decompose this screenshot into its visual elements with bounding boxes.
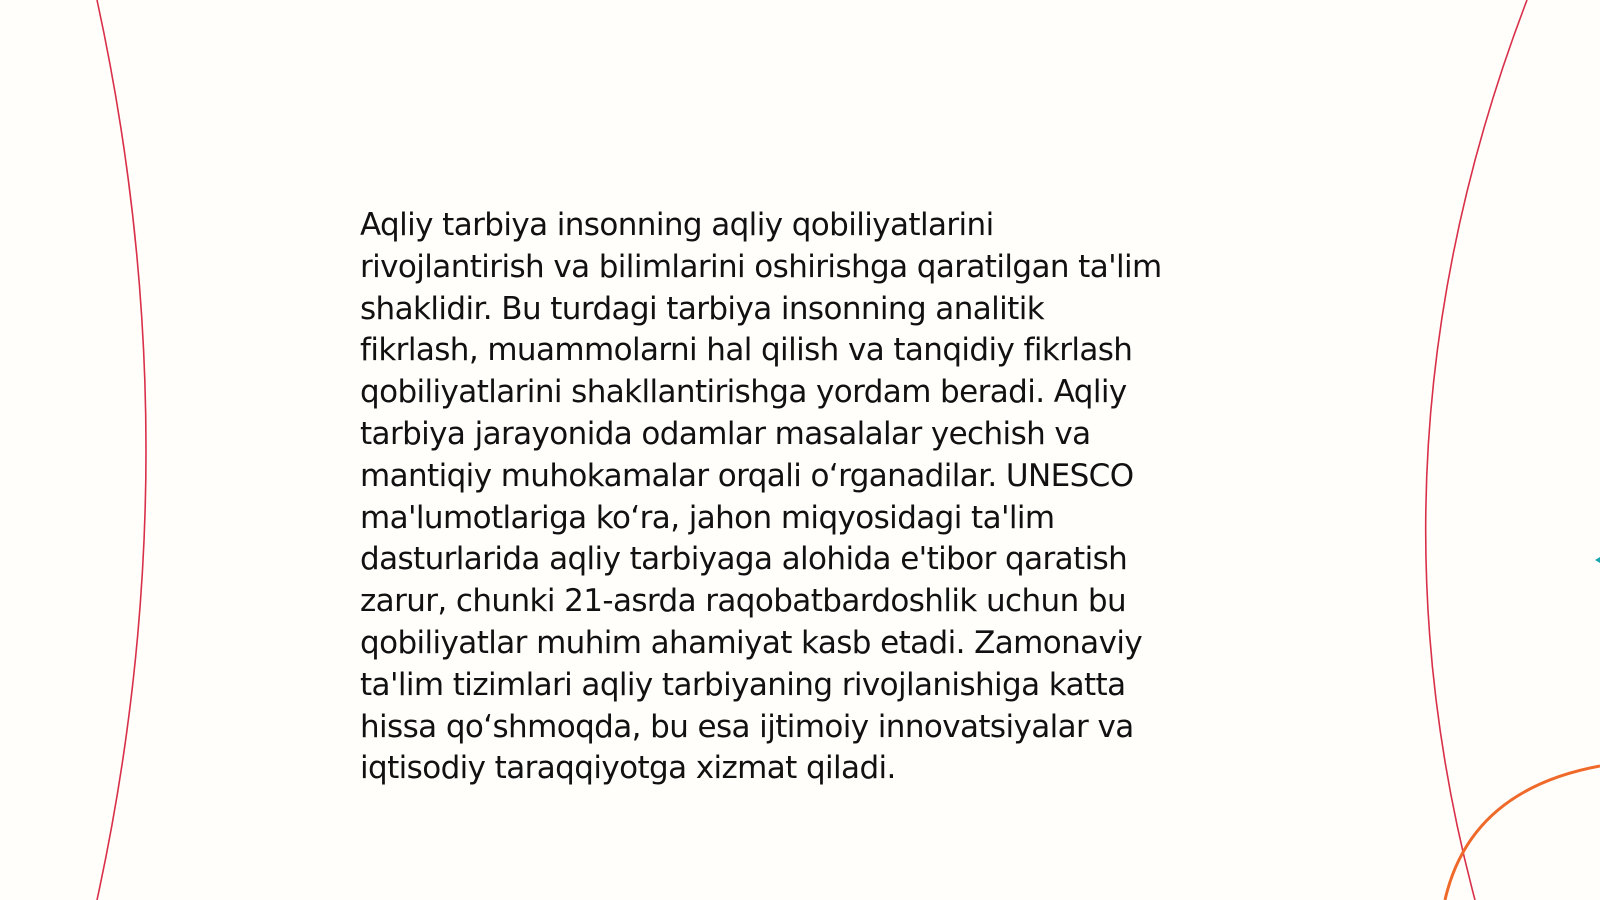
left-curve-line (97, 0, 146, 900)
right-curve-line (1426, 0, 1527, 900)
orange-arc-line (1445, 766, 1600, 900)
slide-body-text: Aqliy tarbiya insonning aqliy qobiliyatlarini rivojlantirish va bilimlarini oshirishga qaratilgan ta'lim shaklidir. Bu turdagi tarbiya insonning analitik fikrlash, muammolarni hal qilish va tanqidiy fikrlash qobiliyatlarini shakllantirishga yordam beradi. Aqliy tarbiya jarayonida odamlar masalalar yechish va mantiqiy muhokamalar orqali oʻrganadilar. UNESCO ma'lumotlariga koʻra, jahon miqyosidagi ta'lim dasturlarida aqliy tarbiyaga alohida e'tibor qaratish zarur, chunki 21-asrda raqobatbardoshlik uchun bu qobiliyatlar muhim ahamiyat kasb etadi. Zamonaviy ta'lim tizimlari aqliy tarbiyaning rivojlanishiga katta hissa qoʻshmoqda, bu esa ijtimoiy innovatsiyalar va iqtisodiy taraqqiyotga xizmat qiladi. (360, 207, 1162, 787)
teal-mark (1595, 557, 1600, 563)
